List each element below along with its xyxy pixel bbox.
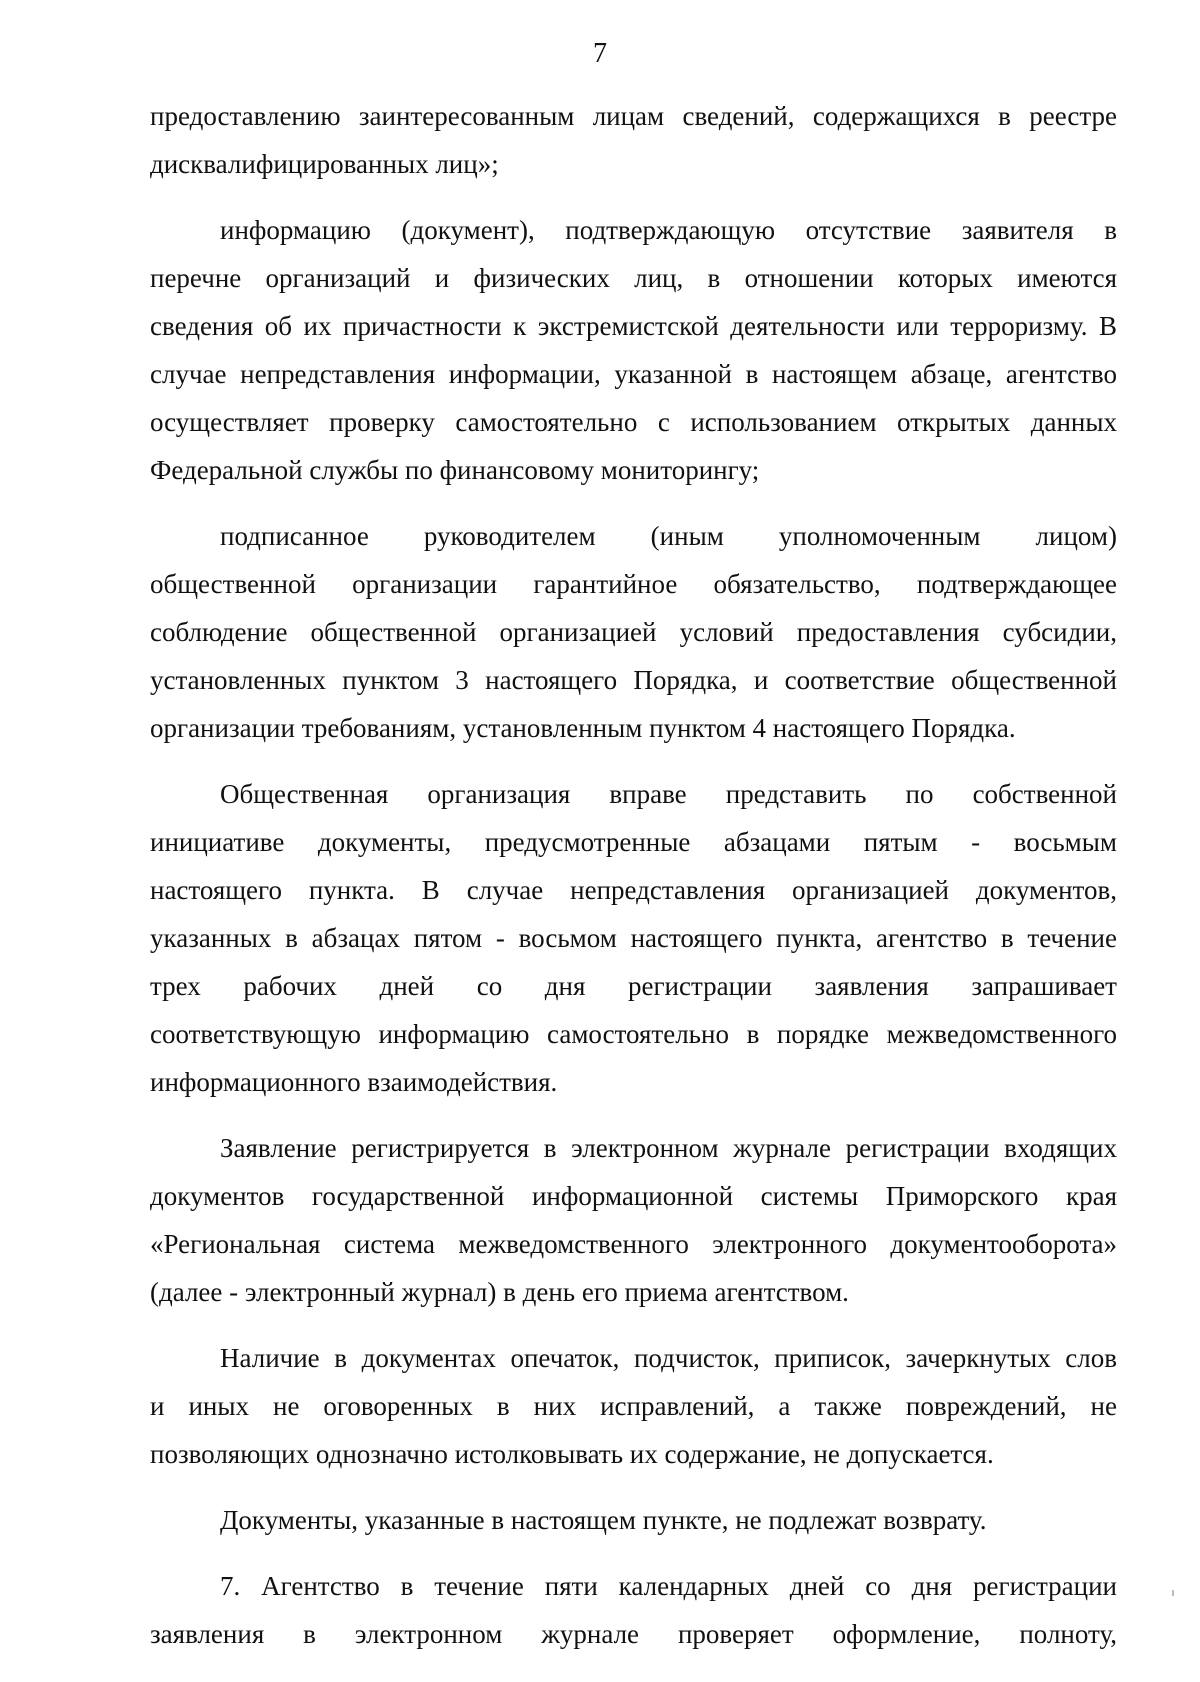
paragraph [150,1496,1117,1544]
paragraph [150,1124,1117,1316]
text-line: Документы, указанные в настоящем пункте, не подлежат возврату. [220,1505,987,1535]
paragraph [150,1334,1117,1478]
text-line: 7. Агентство в течение пяти календарных дней со дня регистрации [220,1571,1117,1601]
text-line: дисквалифицированных лиц»; [150,149,499,179]
text-line: трех рабочих дней со дня регистрации заявления запрашивает [150,971,1117,1001]
text-line: настоящего пункта. В случае непредставления организацией документов, [150,875,1117,905]
text-line: перечне организаций и физических лиц, в отношении которых имеются [150,263,1117,293]
text-line: организации требованиям, установленным пунктом 4 настоящего Порядка. [150,713,1016,743]
text-line: информацию (документ), подтверждающую отсутствие заявителя в [220,215,1117,245]
paragraph [150,770,1117,1106]
paragraph-continuation [150,92,1117,188]
text-line: указанных в абзацах пятом - восьмом настоящего пункта, агентство в течение [150,923,1117,953]
text-line: Заявление регистрируется в электронном журнале регистрации входящих [220,1133,1117,1163]
text-line: Федеральной службы по финансовому мониторингу; [150,455,760,485]
text-line: общественной организации гарантийное обязательство, подтверждающее [150,569,1117,599]
page-number: 7 [593,38,607,69]
text-line: соблюдение общественной организацией условий предоставления субсидии, [150,617,1117,647]
text-line: инициативе документы, предусмотренные абзацами пятым - восьмым [150,827,1117,857]
text-line: предоставлению заинтересованным лицам сведений, содержащихся в реестре [150,101,1117,131]
text-line: и иных не оговоренных в них исправлений, а также повреждений, не [150,1391,1117,1421]
text-line: случае непредставления информации, указанной в настоящем абзаце, агентство [150,359,1117,389]
text-line: «Региональная система межведомственного электронного документооборота» [150,1229,1117,1259]
text-line: заявления в электронном журнале проверяет оформление, полноту, [150,1619,1117,1649]
paragraph [150,206,1117,494]
paragraph-clause [150,1562,1117,1658]
text-line: Наличие в документах опечаток, подчисток, приписок, зачеркнутых слов [220,1343,1117,1373]
text-line: сведения об их причастности к экстремистской деятельности или терроризму. В [150,311,1117,341]
text-line: установленных пунктом 3 настоящего Порядка, и соответствие общественной [150,665,1117,695]
text-line: осуществляет проверку самостоятельно с использованием открытых данных [150,407,1117,437]
text-line: Общественная организация вправе представить по собственной [220,779,1117,809]
text-line: документов государственной информационной системы Приморского края [150,1181,1117,1211]
paragraph [150,512,1117,752]
text-line: подписанное руководителем (иным уполномоченным лицом) [220,521,1117,551]
text-line: (далее - электронный журнал) в день его приема агентством. [150,1277,849,1307]
text-line: информационного взаимодействия. [150,1067,558,1097]
scan-artifact [1172,1590,1174,1596]
document-body [150,92,1117,1658]
text-line: позволяющих однозначно истолковывать их содержание, не допускается. [150,1439,994,1469]
text-line: соответствующую информацию самостоятельно в порядке межведомственного [150,1019,1117,1049]
